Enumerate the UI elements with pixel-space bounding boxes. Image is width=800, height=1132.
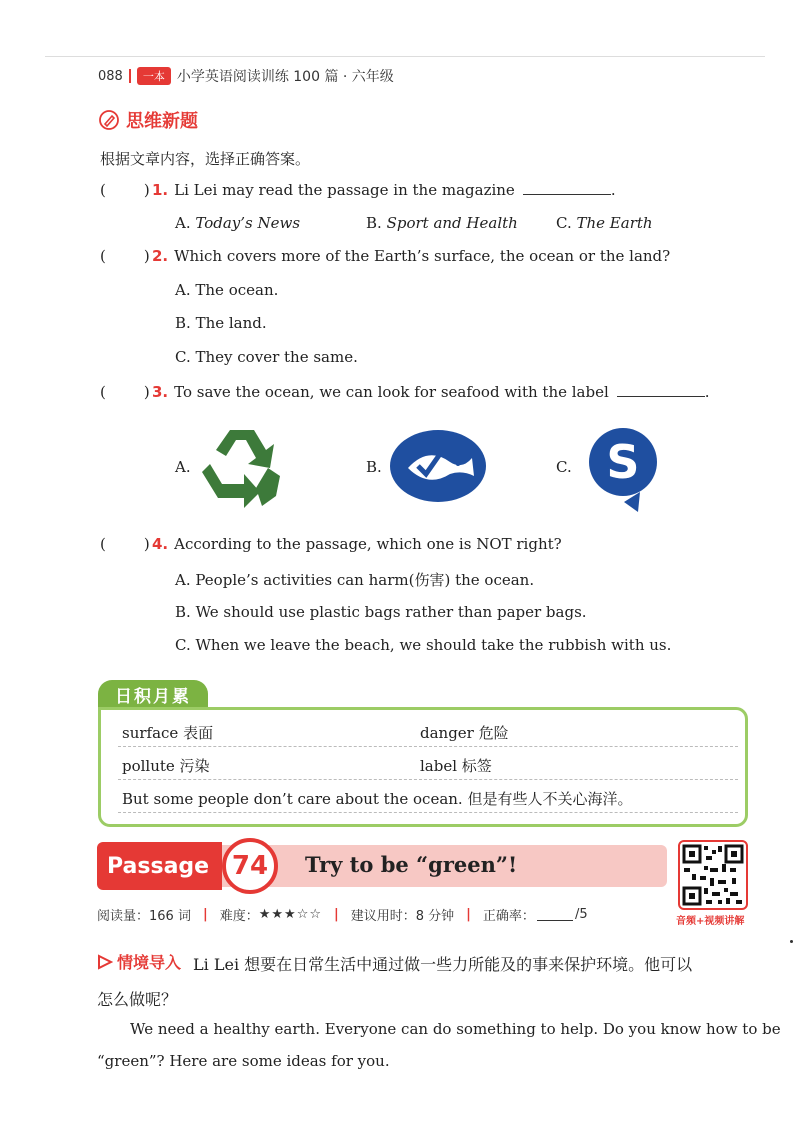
margin-dot [790, 940, 793, 943]
difficulty-label: 难度： [219, 909, 259, 924]
question-4 [100, 535, 562, 553]
meta-divider: | [334, 907, 339, 922]
vocab-item: pollute 污染 [122, 757, 210, 775]
option-2a[interactable] [175, 281, 278, 299]
accuracy-blank[interactable] [537, 908, 573, 921]
vocab-item: danger 危险 [420, 724, 509, 742]
question-number: 2. [152, 247, 169, 265]
body-text: We need a healthy earth. Everyone can do something to help. Do you know how to be [130, 1020, 781, 1038]
brand-logo: 一本 [137, 67, 171, 85]
vocab-item: label 标签 [420, 757, 492, 775]
body-text: “green”? Here are some ideas for you. [97, 1052, 390, 1070]
question-number: 1. [152, 181, 169, 199]
option-letter: C. [175, 348, 191, 366]
intro-text-continued: 怎么做呢？ [97, 990, 178, 1009]
option-4c[interactable] [175, 636, 671, 654]
meta-divider: | [202, 907, 208, 922]
vocab-sentence: But some people don’t care about the ocean. 但是有些人不关心海洋。 [122, 790, 633, 808]
option-3b-label[interactable]: B. [366, 458, 382, 476]
question-end: . [704, 383, 710, 401]
top-divider [45, 56, 765, 57]
passage-number: 74 [222, 838, 278, 894]
vocab-box-title: 日积月累 [98, 680, 208, 708]
option-2c[interactable] [175, 348, 358, 366]
option-text: They cover the same. [195, 348, 358, 366]
header-divider [129, 69, 131, 83]
intro-line [97, 950, 692, 975]
section-heading [98, 107, 198, 133]
option-text: The ocean. [195, 281, 279, 299]
option-2b[interactable] [175, 314, 267, 332]
section-title: 思维新题 [126, 111, 198, 132]
recycle-icon[interactable] [196, 424, 288, 512]
option-text: When we leave the beach, we should take the rubbish with us. [195, 636, 672, 654]
answer-paren[interactable]: ( ) [100, 383, 150, 401]
time-label: 建议用时：8 分钟 [350, 909, 455, 924]
option-3c-label[interactable]: C. [556, 458, 572, 476]
intro-tag [97, 950, 181, 973]
question-2 [100, 247, 670, 265]
play-triangle-icon [97, 954, 113, 970]
option-letter: B. [366, 214, 382, 232]
answer-blank[interactable] [617, 382, 705, 397]
question-1 [100, 180, 616, 199]
accuracy-total: /5 [574, 907, 588, 922]
option-1c[interactable] [556, 214, 653, 232]
page-number: 088 [98, 68, 123, 84]
option-text: Today’s News [195, 214, 301, 232]
quality-s-icon[interactable] [586, 422, 660, 514]
option-3a-label[interactable]: A. [175, 458, 191, 476]
question-end: . [610, 181, 616, 199]
qr-label: 音频+视频讲解 [676, 916, 745, 927]
option-letter: C. [175, 636, 191, 654]
question-number: 4. [152, 535, 169, 553]
marine-stewardship-fish-icon[interactable] [388, 428, 488, 504]
answer-paren[interactable]: ( ) [100, 535, 150, 553]
answer-paren[interactable]: ( ) [100, 247, 150, 265]
option-letter: A. [175, 281, 191, 299]
difficulty-stars: ★★★☆☆ [258, 907, 323, 922]
option-1b[interactable] [366, 214, 518, 232]
vocab-divider [118, 812, 738, 813]
instruction-text: 根据文章内容，选择正确答案。 [100, 150, 311, 168]
question-text: Li Lei may read the passage in the magazine [174, 181, 515, 199]
option-text: The land. [195, 314, 267, 332]
option-letter: C. [556, 214, 572, 232]
question-text: To save the ocean, we can look for seafood with the label [174, 383, 609, 401]
book-title: 小学英语阅读训练 100 篇 · 六年级 [176, 69, 394, 85]
reading-value: 166 词 [149, 909, 191, 924]
question-text: According to the passage, which one is NOT right? [174, 535, 562, 553]
passage-title: Try to be “green”! [305, 852, 518, 877]
qr-code-icon[interactable] [678, 840, 748, 910]
vocab-divider [118, 746, 738, 747]
option-4b[interactable] [175, 603, 587, 621]
question-text: Which covers more of the Earth’s surface, the ocean or the land? [174, 247, 671, 265]
vocab-divider [118, 779, 738, 780]
question-3 [100, 382, 710, 401]
svg-text:S: S [606, 435, 640, 489]
accuracy-label: 正确率： [482, 909, 535, 924]
intro-tag-label: 情境导入 [117, 953, 182, 972]
vocab-item: surface 表面 [122, 724, 214, 742]
option-text: People’s activities can harm(伤害) the ocean. [195, 571, 535, 589]
passage-label: Passage [97, 842, 222, 890]
option-1a[interactable] [175, 214, 300, 232]
pencil-badge-icon [98, 109, 120, 131]
question-number: 3. [152, 383, 169, 401]
option-letter: B. [175, 314, 191, 332]
option-letter: A. [175, 571, 191, 589]
answer-blank[interactable] [523, 180, 611, 195]
page-header [98, 66, 394, 86]
option-letter: B. [175, 603, 191, 621]
passage-meta [97, 905, 588, 924]
answer-paren[interactable]: ( ) [100, 181, 150, 199]
option-4a[interactable] [175, 569, 534, 590]
option-text: The Earth [576, 214, 653, 232]
reading-label: 阅读量： [97, 909, 150, 924]
option-text: We should use plastic bags rather than paper bags. [195, 603, 587, 621]
meta-divider: | [466, 907, 471, 922]
option-letter: A. [175, 214, 191, 232]
intro-text: Li Lei 想要在日常生活中通过做一些力所能及的事来保护环境。他可以 [193, 954, 693, 974]
option-text: Sport and Health [386, 214, 518, 232]
